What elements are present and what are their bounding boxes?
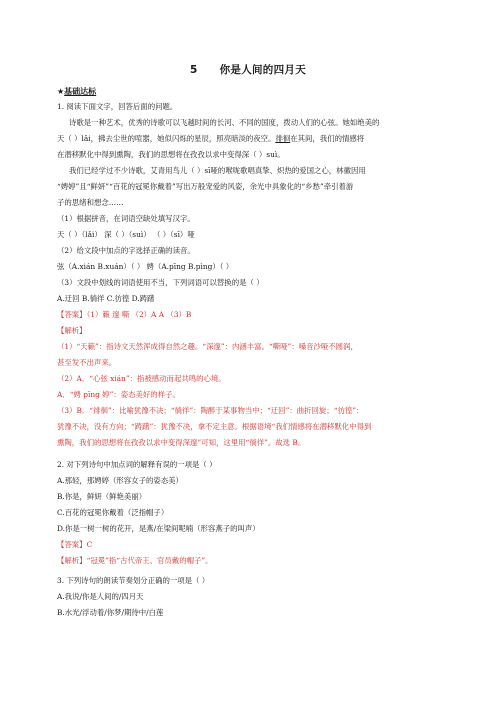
q1-passage-line: 诗歌是一种艺术，优秀的诗歌可以飞越时间的长河、不同的国度，拨动人们的心弦。她如绝美的 (69, 118, 380, 127)
q1-answer: 【答案】（1）籁 邃 嘶 （2）A A （3）B (57, 310, 192, 319)
q3-prompt: 3. 下列诗句的朗读节奏划分正确的一项是（ ） (57, 576, 210, 585)
q3-option-b: B.水光/浮动着/你梦/期待中/白莲 (57, 608, 164, 617)
q1-passage-line: 在潜移默化中得到熏陶，我们的思想将在孜孜以求中变得深（ ）suì。 (57, 150, 285, 159)
q2-option-b: B.你是，鲜妍（鲜艳美丽） (57, 492, 147, 501)
q1-options: A.迂回 B.徜徉 C.彷徨 D.踌躇 (57, 294, 155, 303)
q2-option-a: A.那轻，那娉婷（形容女子的姿态美） (57, 476, 183, 485)
q1-analysis-line: 甚至发不出声来。 (57, 358, 117, 367)
section-heading (57, 86, 96, 97)
q1-blanks: 天（ ）（lǎi） 深（ ）（suì） （ ）（sī）哑 (57, 230, 195, 239)
q2-option-c: C.百花的冠冕你戴着（泛指帽子） (57, 508, 169, 517)
q1-prompt: 1. 阅读下面文字，回答后面的问题。 (57, 102, 178, 111)
q1-analysis-line: （1）“天籁”：指诗文天然浑成得自然之趣。“深邃”：内涵丰富。“嘶哑”：嗓音沙哑不圆润， (57, 342, 358, 351)
q1-passage-line (57, 134, 364, 144)
underlined-word: 徘徊 (275, 134, 291, 143)
q1-options: 弦（A.xián B.xuán）（ ） 娉（A.pīng B.pìng）（ ） (57, 262, 234, 271)
q1-subquestion: （1）根据拼音，在词语空缺处填写汉字。 (57, 214, 195, 223)
q2-answer: 【答案】C (57, 540, 93, 549)
q1-analysis-line: A．“娉 pīng 婷”：姿态美好的样子。 (57, 390, 180, 399)
q1-analysis-line: 犹豫不决，没有方向；“踌躇”：犹豫不决，拿不定主意。根据语境“我们情感将在潜移默化中得到 (57, 422, 372, 431)
lesson-title: 你是人间的四月天 (219, 64, 306, 76)
q3-option-a: A.我说/你是人间的/四月天 (57, 592, 144, 601)
q1-analysis-line: （3）B．“徘徊”：比喻犹豫不决；“徜徉”：陶醉于某事物当中；“迂回”：曲折回旋；“彷徨”： (57, 406, 364, 415)
q1-subquestion: （3）文段中划线的词语使用不当，下列词语可以替换的是（ ） (57, 278, 264, 287)
q1-passage-line: “娉婷”且“鲜妍”“百花的冠冕你戴着”写出万般宠爱的风姿，余光中具象化的“乡愁”牵引着游 (57, 182, 354, 191)
section-label: 基础达标 (64, 87, 97, 96)
q1-analysis-line: 熏陶，我们的思想将在孜孜以求中变得深邃”可知，这里用“徜徉”。故选 B。 (57, 438, 306, 447)
star-icon: ★ (57, 87, 65, 96)
q2-option-d: D.你是一树一树的花开，是燕/在梁间呢喃（形容燕子的叫声） (57, 524, 260, 533)
q1-passage-line: 子的思绪和想念…… (57, 198, 124, 207)
q1-analysis-line: （2）A．“心弦 xián”：指被感动而起共鸣的心境。 (57, 374, 226, 383)
passage-text: 在其间，我们的情感将 (290, 134, 365, 143)
passage-text: 天（ ）lǎi，拂去尘世的喧嚣，她似闪烁的星辰，照亮暗淡的夜空。 (57, 134, 276, 143)
q2-prompt: 2. 对下列诗句中加点词的解释有误的一项是（ ） (57, 460, 217, 469)
lesson-number: 5 (189, 64, 198, 76)
q1-passage-line: 我们已经学过不少诗歌，艾青用鸟儿（ ）sī哑的喉咙歌唱真挚、炽热的爱国之心，林徽因用 (69, 166, 366, 175)
page-title (0, 62, 496, 77)
q1-subquestion: （2）给文段中加点的字选择正确的读音。 (57, 246, 195, 255)
q1-analysis-label: 【解析】 (57, 326, 87, 335)
q2-analysis: 【解析】“冠冕”指“古代帝王、官员戴的帽子”。 (57, 556, 213, 565)
